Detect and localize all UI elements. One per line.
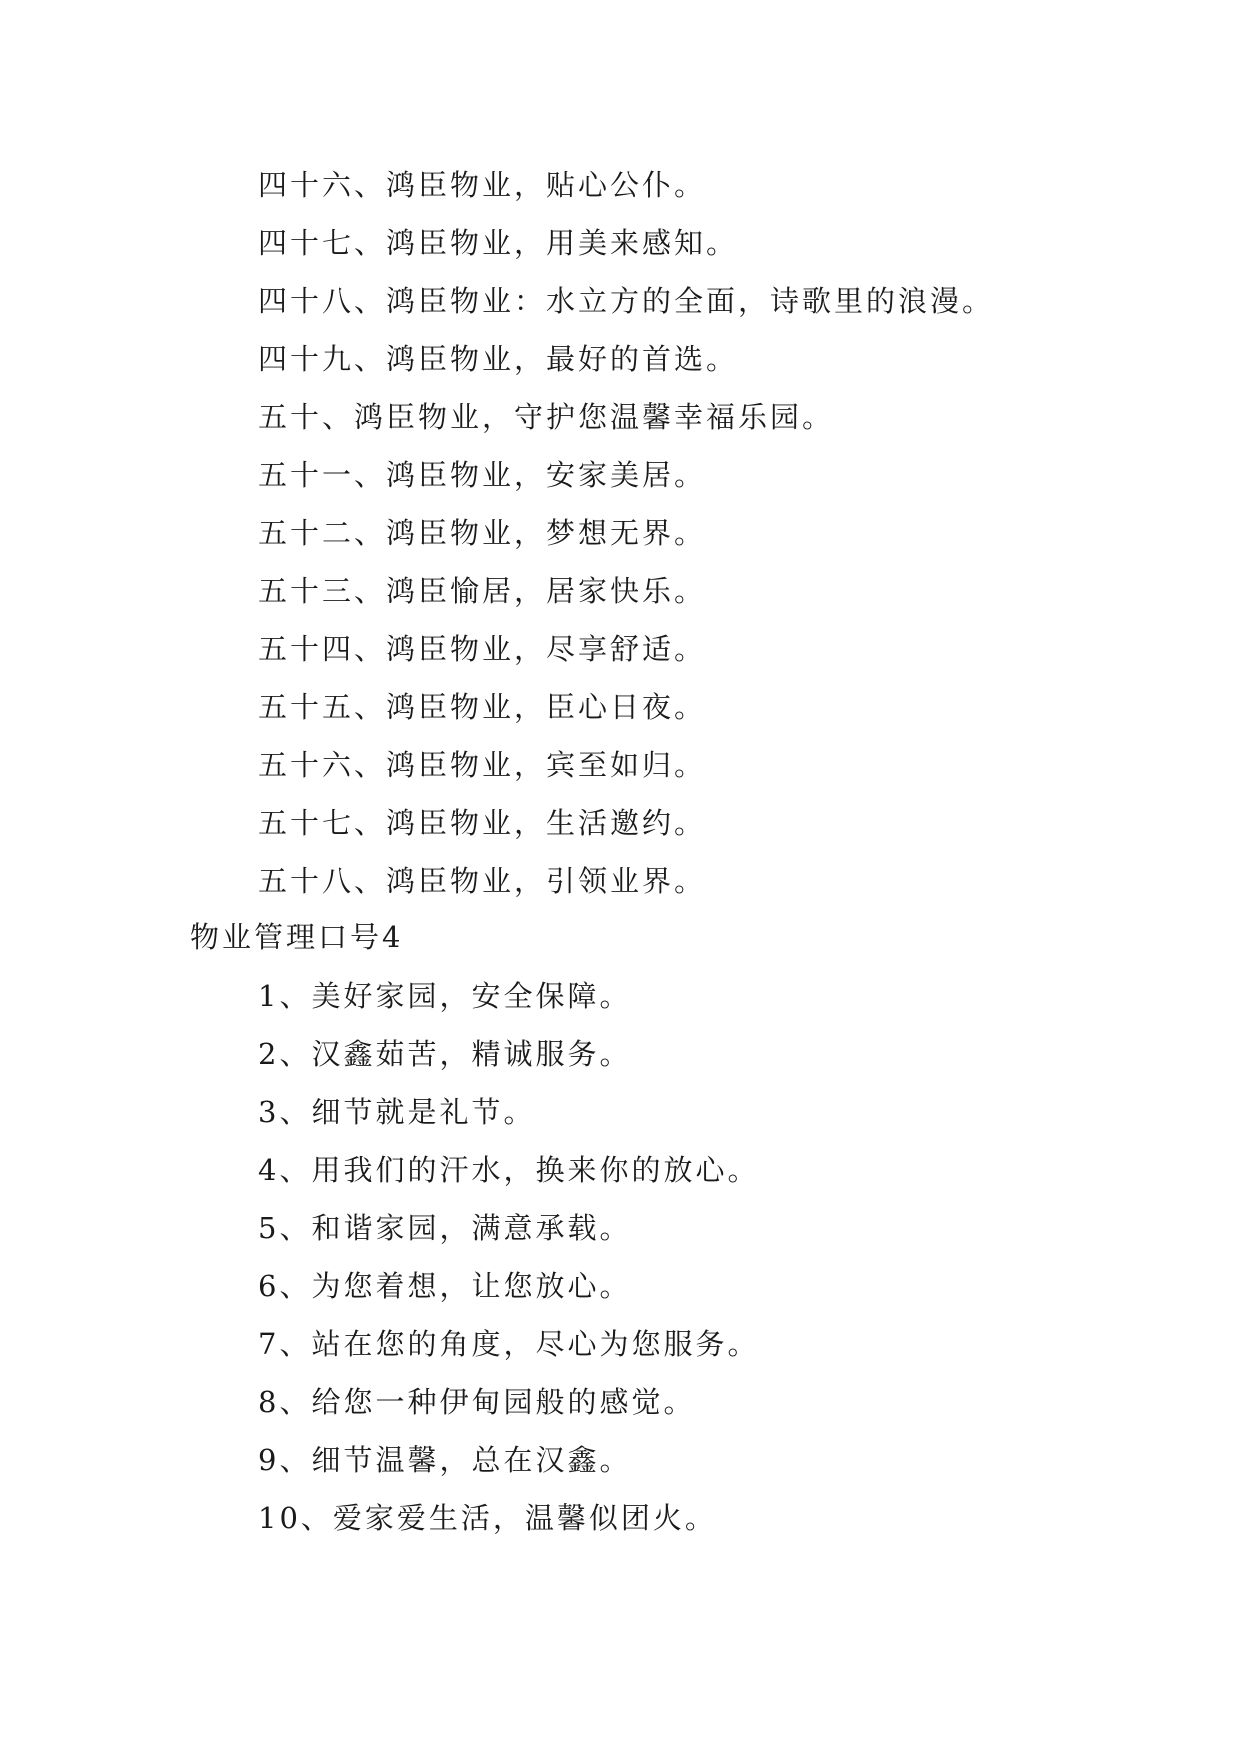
slogan-item: 五十八、鸿臣物业，引领业界。: [258, 864, 707, 898]
slogan-item: 5、和谐家园，满意承载。: [258, 1211, 632, 1245]
slogan-item: 五十七、鸿臣物业，生活邀约。: [258, 806, 707, 840]
slogan-item: 4、用我们的汗水，换来你的放心。: [258, 1153, 760, 1187]
slogan-item: 9、细节温馨，总在汉鑫。: [258, 1443, 632, 1477]
slogan-item: 五十二、鸿臣物业，梦想无界。: [258, 516, 707, 550]
slogan-item: 五十四、鸿臣物业，尽享舒适。: [258, 632, 707, 666]
slogan-item: 五十三、鸿臣愉居，居家快乐。: [258, 574, 707, 608]
slogan-item: 四十八、鸿臣物业：水立方的全面，诗歌里的浪漫。: [258, 284, 995, 318]
slogan-item: 五十一、鸿臣物业，安家美居。: [258, 458, 707, 492]
slogan-item: 6、为您着想，让您放心。: [258, 1269, 632, 1303]
slogan-item: 五十、鸿臣物业，守护您温馨幸福乐园。: [258, 400, 835, 434]
slogan-item: 3、细节就是礼节。: [258, 1095, 536, 1129]
slogan-item: 四十六、鸿臣物业，贴心公仆。: [258, 168, 707, 202]
section-heading: 物业管理口号4: [190, 920, 404, 954]
slogan-item: 五十五、鸿臣物业，臣心日夜。: [258, 690, 707, 724]
slogan-item: 2、汉鑫茹苦，精诚服务。: [258, 1037, 632, 1071]
slogan-item: 1、美好家园，安全保障。: [258, 979, 632, 1013]
slogan-item: 10、爱家爱生活，温馨似团火。: [258, 1501, 717, 1535]
slogan-item: 四十九、鸿臣物业，最好的首选。: [258, 342, 739, 376]
slogan-item: 四十七、鸿臣物业，用美来感知。: [258, 226, 739, 260]
slogan-item: 五十六、鸿臣物业，宾至如归。: [258, 748, 707, 782]
slogan-item: 8、给您一种伊甸园般的感觉。: [258, 1385, 696, 1419]
slogan-item: 7、站在您的角度，尽心为您服务。: [258, 1327, 760, 1361]
